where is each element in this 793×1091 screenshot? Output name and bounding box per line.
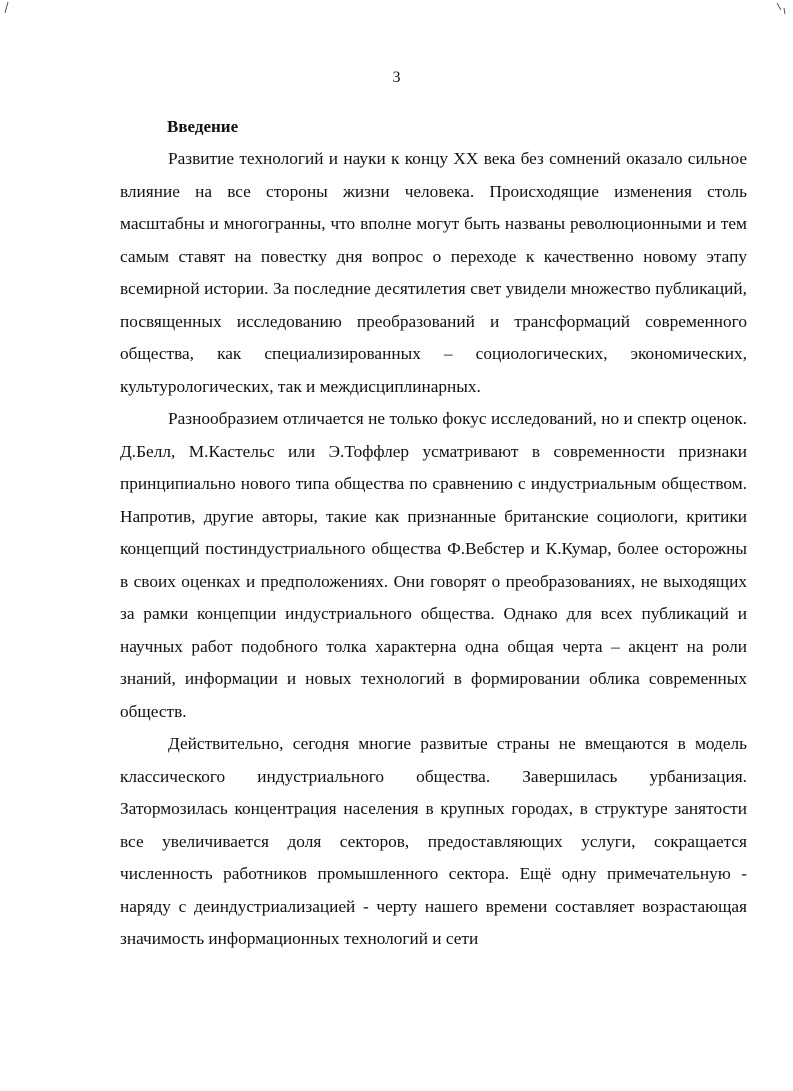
page-number: 3 (392, 69, 401, 86)
scan-mark-right (775, 0, 787, 16)
paragraph-3: Действительно, сегодня многие развитые страны не вмещаются в модель классического индустриального общества. Завершилась урбанизация. Затормозилась концентрация населения в крупных городах, в структуре занятости все увеличивается доля секторов, предоставляющих услуги, сокращается численность работников промышленного сектора. Ещё одну примечательную - наряду с деиндустриализацией - черту нашего времени составляет возрастающая значимость информационных технологий и сети (120, 734, 747, 948)
paragraph-1: Развитие технологий и науки к концу XX века без сомнений оказало сильное влияние на все стороны жизни человека. Происходящие изменения столь масштабны и многогранны, что вполне могут быть названы революционными и тем самым ставят на повестку дня вопрос о переходе к качественно новому этапу всемирной истории. За последние десятилетия свет увидели множество публикаций, посвященных исследованию преобразований и трансформаций современного общества, как специализированных – социологических, экономических, культурологических, так и междисциплинарных. (120, 149, 747, 396)
scan-mark-left (2, 0, 14, 16)
paragraph-2: Разнообразием отличается не только фокус исследований, но и спектр оценок. Д.Белл, М.Кастельс или Э.Тоффлер усматривают в современности признаки принципиально нового типа общества по сравнению с индустриальным обществом. Напротив, другие авторы, такие как признанные британские социологи, критики концепций постиндустриального общества Ф.Вебстер и К.Кумар, более осторожны в своих оценках и предположениях. Они говорят о преобразованиях, не выходящих за рамки концепции индустриального общества. Однако для всех публикаций и научных работ подобного толка характерна одна общая черта – акцент на роли знаний, информации и новых технологий в формировании облика современных обществ. (120, 409, 747, 721)
section-heading: Введение (167, 117, 239, 136)
body-text (120, 143, 747, 956)
